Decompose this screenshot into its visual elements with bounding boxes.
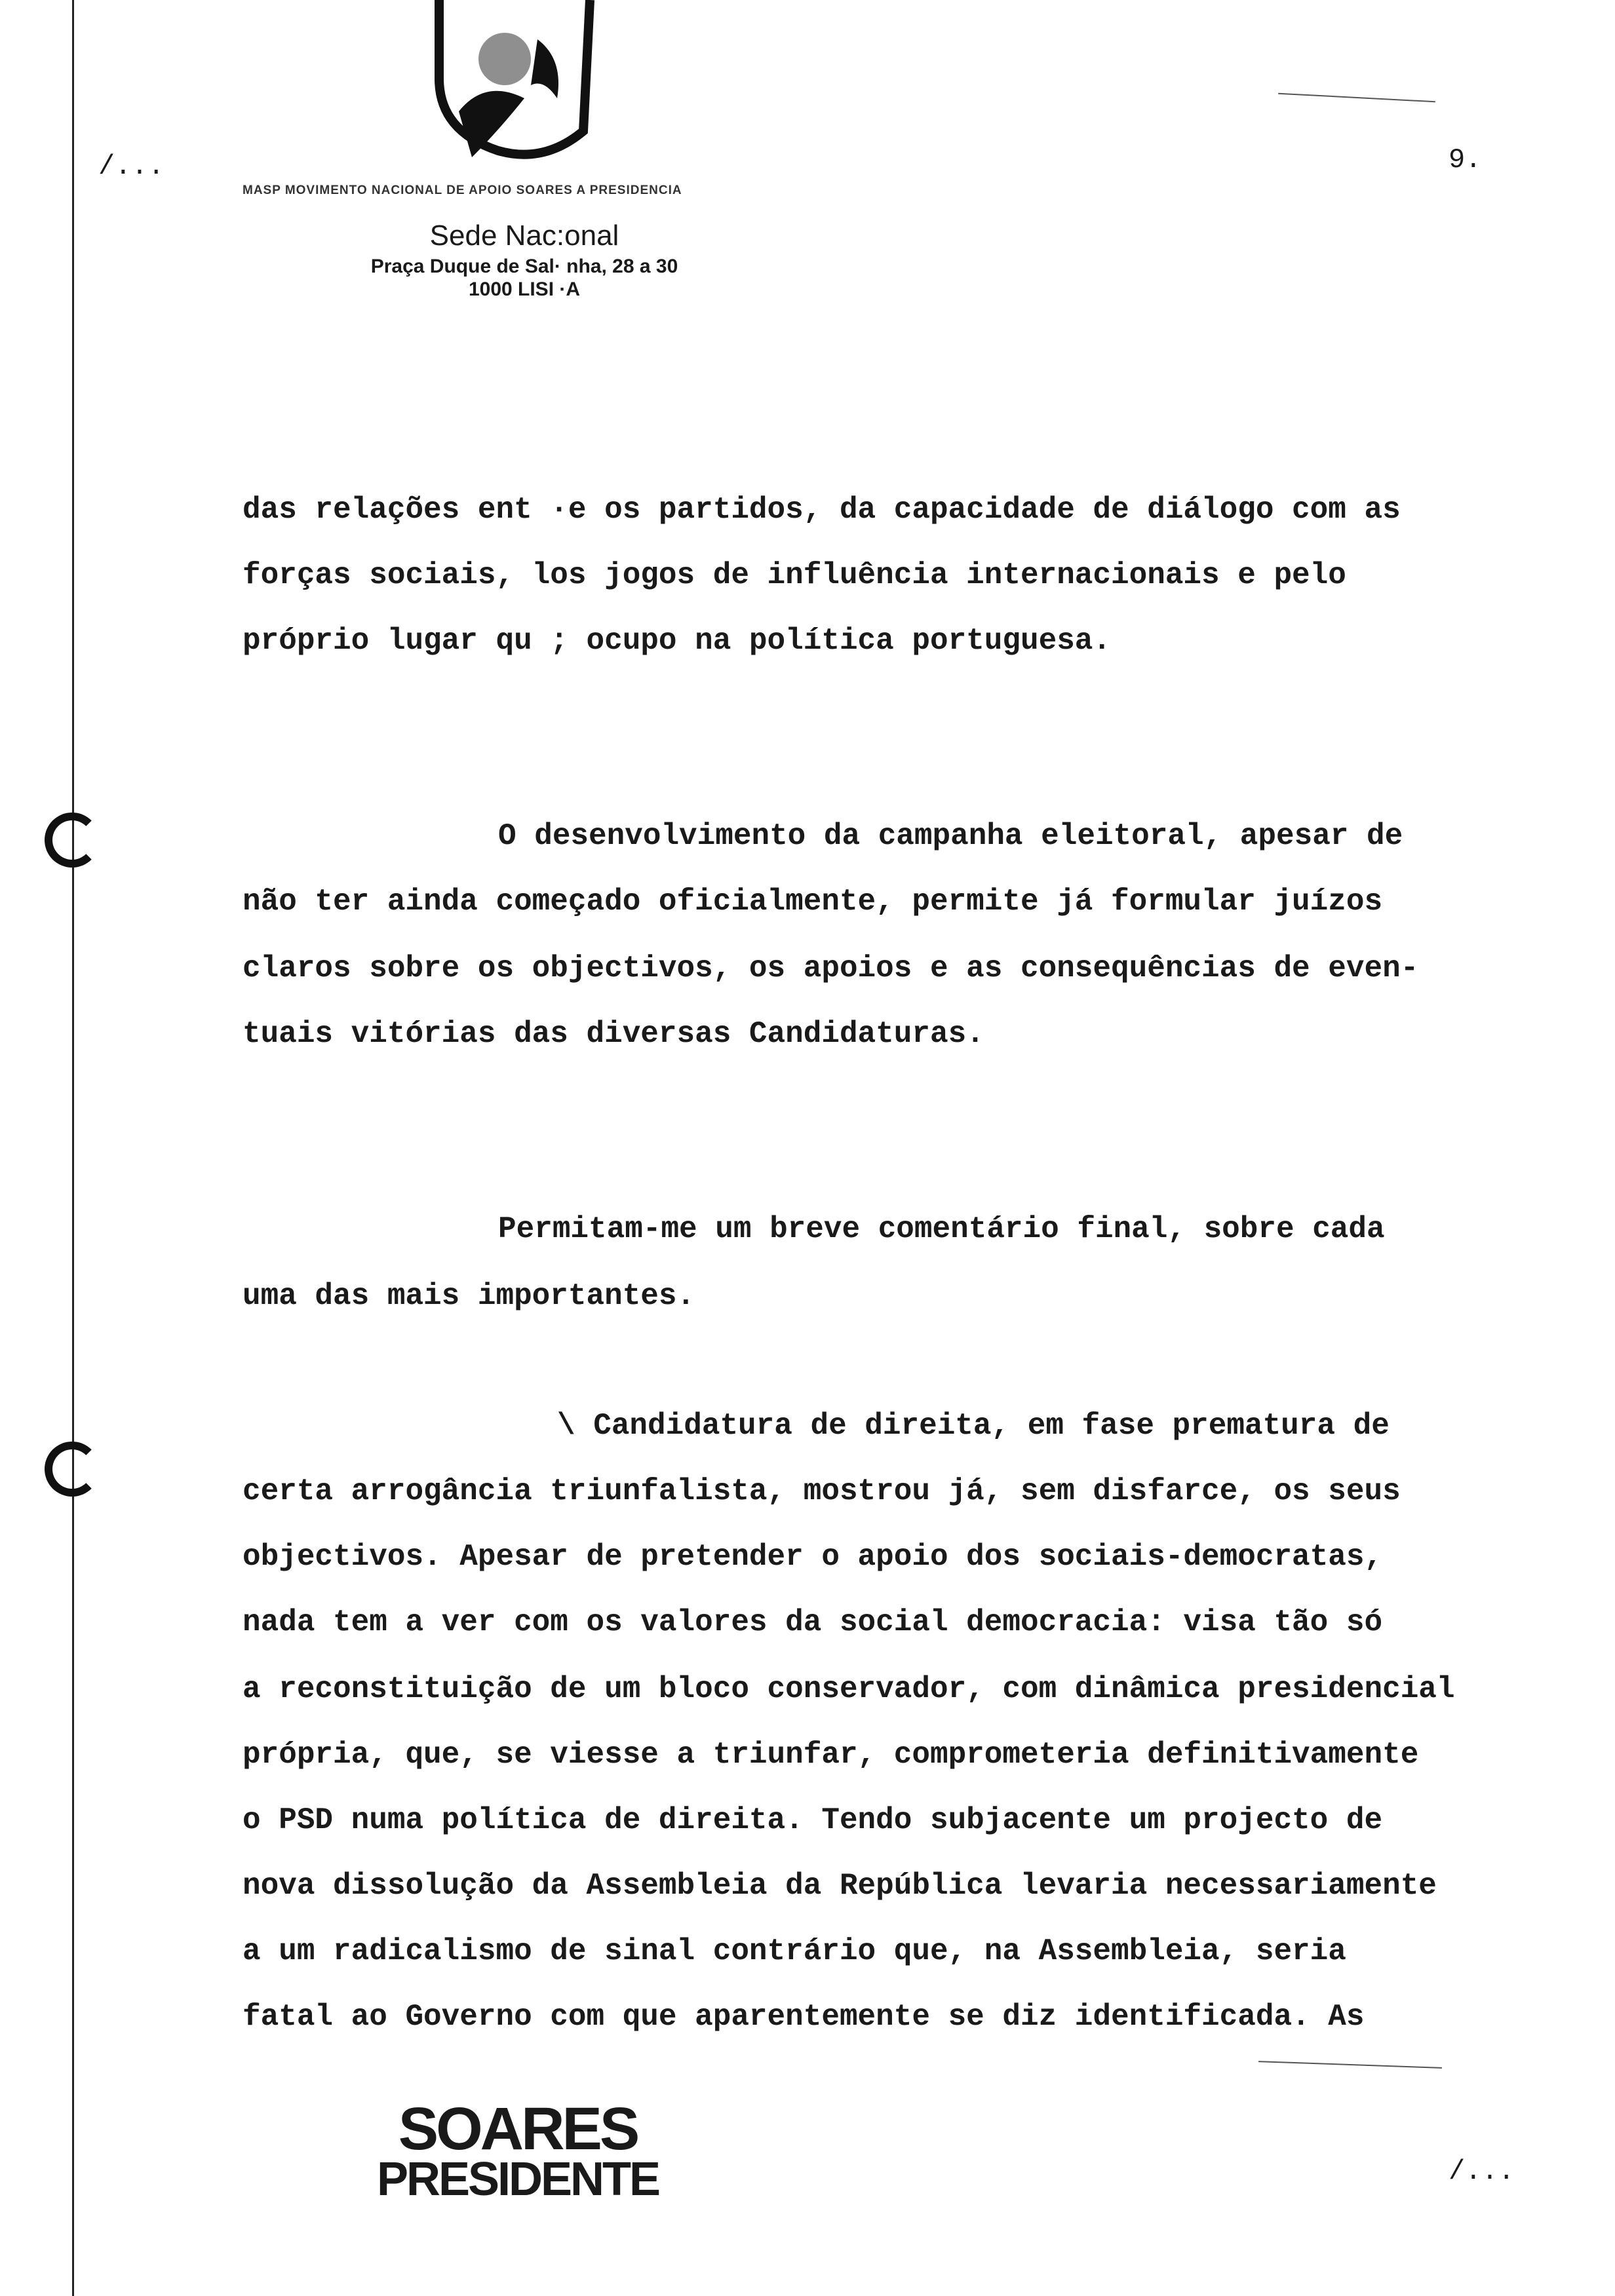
- paragraph-1-line-2: forças sociais, los jogos de influência internacionais e pelo: [243, 558, 1346, 592]
- organization-name: MASP MOVIMENTO NACIONAL DE APOIO SOARES A PRESIDENCIA: [243, 183, 682, 197]
- scan-mark: [1258, 2061, 1442, 2069]
- paragraph-4-line-4: nada tem a ver com os valores da social democracia: visa tão só: [243, 1605, 1383, 1639]
- paragraph-2-line-3: claros sobre os objectivos, os apoios e as consequências de even-: [243, 951, 1419, 985]
- continuation-mark-bottom: /...: [1449, 2156, 1515, 2187]
- paragraph-3-line-2: uma das mais importantes.: [243, 1279, 695, 1313]
- paragraph-4-line-7: o PSD numa política de direita. Tendo subjacente um projecto de: [243, 1803, 1383, 1837]
- campaign-emblem-logo: [433, 0, 596, 177]
- hq-title: Sede Nac:onal: [429, 220, 619, 252]
- footer-logo-presidente: PRESIDENTE: [376, 2153, 659, 2206]
- address-line-1: Praça Duque de Sal· nha, 28 a 30: [370, 256, 678, 277]
- paragraph-4-line-3: objectivos. Apesar de pretender o apoio dos sociais-democratas,: [243, 1540, 1383, 1574]
- paragraph-2-line-1: O desenvolvimento da campanha eleitoral, apesar de: [498, 819, 1403, 853]
- paragraph-4-line-6: própria, que, se viesse a triunfar, comprometeria definitivamente: [243, 1738, 1419, 1772]
- paragraph-3-line-1: Permitam-me um breve comentário final, sobre cada: [498, 1212, 1385, 1246]
- paragraph-4-line-2: certa arrogância triunfalista, mostrou já, sem disfarce, os seus: [243, 1474, 1401, 1508]
- page-margin-line: [72, 0, 74, 2296]
- address-line-2: 1000 LISI ·A: [468, 278, 581, 300]
- paragraph-2-line-2: não ter ainda começado oficialmente, permite já formular juízos: [243, 885, 1383, 919]
- paragraph-4-line-5: a reconstituição de um bloco conservador, com dinâmica presidencial: [243, 1672, 1455, 1706]
- binder-hole-mark: [45, 1442, 100, 1497]
- paragraph-1-line-1: das relações ent ·e os partidos, da capacidade de diálogo com as: [243, 493, 1401, 527]
- continuation-mark-top: /...: [98, 151, 165, 182]
- footer-logo-soares: SOARES: [398, 2095, 638, 2162]
- paragraph-4-line-9: a um radicalismo de sinal contrário que, na Assembleia, seria: [243, 1934, 1346, 1968]
- scan-mark: [1278, 93, 1435, 103]
- paragraph-2-line-4: tuais vitórias das diversas Candidaturas.: [243, 1017, 984, 1051]
- page-number: 9.: [1449, 144, 1482, 176]
- paragraph-4-line-10: fatal ao Governo com que aparentemente se diz identificada. As: [243, 2000, 1365, 2034]
- paragraph-4-line-8: nova dissolução da Assembleia da República levaria necessariamente: [243, 1869, 1437, 1903]
- paragraph-1-line-3: próprio lugar qu ; ocupo na política portuguesa.: [243, 624, 1112, 658]
- binder-hole-mark: [45, 813, 100, 868]
- paragraph-4-line-1: \ Candidatura de direita, em fase prematura de: [557, 1409, 1390, 1443]
